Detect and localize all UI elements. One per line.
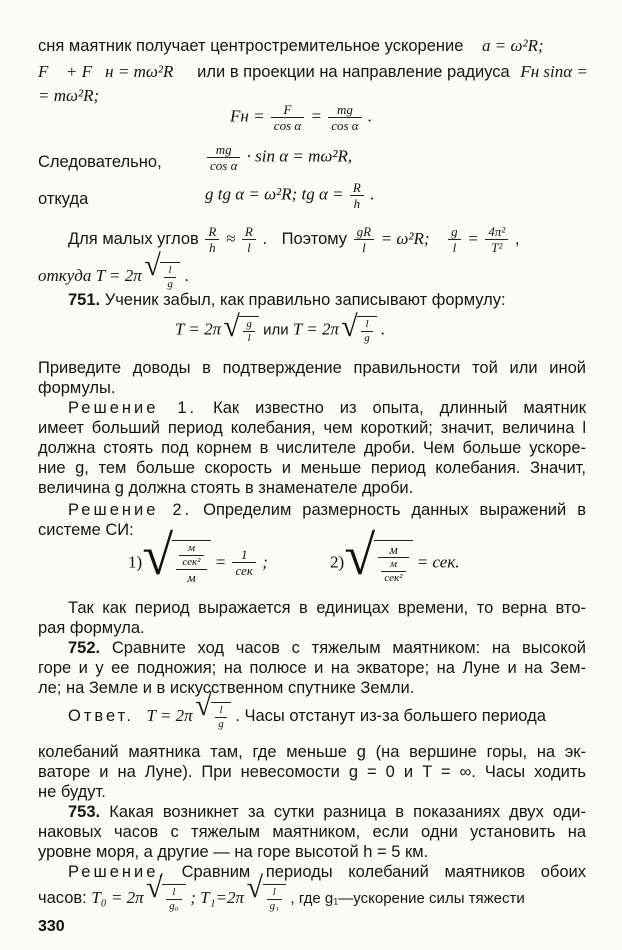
solution-1-line-5: величина g должна стоять в знаменателе дроби. bbox=[38, 479, 414, 497]
sqrt: √ $\frac{м}{\frac{м}{\text{сек²}}}$ bbox=[348, 540, 412, 585]
problem-753-line-3: уровне моря, а другие — на горе высотой h = 5 км. bbox=[38, 843, 429, 861]
conclusion-line-1: Так как период выражается в единицах времени, то верна вто- bbox=[68, 599, 586, 617]
line-sled: Следовательно, bbox=[38, 153, 162, 171]
problem-753-line-2: наковых часов с тяжелым маятником, если одни установить на bbox=[38, 823, 586, 841]
answer-line-4: не будут. bbox=[38, 783, 106, 801]
line-1: сня маятник получает центростремительное ускорение a = ω²R; bbox=[38, 36, 544, 55]
dimension-formula-2: 2) √ $\frac{м}{\frac{м}{\text{сек²}}}$ = сек. bbox=[330, 540, 460, 585]
answer-line-2: колебаний маятника там, где меньше g (на вершине горы, на эк- bbox=[38, 743, 586, 761]
fraction: $\frac{F}{\text{cos α}}$ bbox=[271, 102, 304, 133]
problem-752: 752. Сравните ход часов с тяжелым маятником: на высокой bbox=[68, 639, 586, 657]
solution-1-head: Решение 1. Как известно из опыта, длинный маятник bbox=[68, 399, 586, 417]
formula-2: $\frac{mg}{\text{cos α}}$ · sin α = mω²R, bbox=[205, 142, 352, 173]
sqrt: √ $\frac{l}{g}$ bbox=[197, 702, 231, 731]
question-line-1: Приведите доводы в подтверждение правильности той или иной bbox=[38, 359, 586, 377]
answer-line-1: Ответ. T = 2π √ $\frac{l}{g}$ . Часы отстанут из-за большего периода bbox=[68, 702, 546, 731]
solution-753-line-2: часов: T₀ = 2π √ $\frac{l}{\text{g₀}}$ ; T₁=2π √ $\frac{l}{\text{g₁}}$ , где g₁—ускорение силы тяжести bbox=[38, 872, 525, 901]
fraction: $\frac{\text{4π²}}{\text{T²}}$ bbox=[485, 224, 508, 255]
solution-1-line-4: ние g, тем больше скорость и меньше период колебания. Значит, bbox=[38, 459, 586, 477]
sqrt: √ $\frac{l}{g}$ bbox=[146, 262, 180, 291]
sqrt: √ $\frac{l}{g}$ bbox=[343, 316, 377, 345]
line-period: откуда T = 2π √ $\frac{l}{g}$ . bbox=[38, 262, 189, 291]
sqrt: √ $\frac{l}{\text{g₀}}$ bbox=[148, 884, 185, 913]
formula-tension: Fн = $\frac{F}{\text{cos α}}$ = $\frac{mg}{\text{cos α}}$ . bbox=[230, 102, 373, 133]
sqrt: √ $\frac{l}{\text{g₁}}$ bbox=[249, 884, 286, 913]
page-number: 330 bbox=[38, 918, 65, 935]
problem-751: 751. Ученик забыл, как правильно записывают формулу: bbox=[68, 291, 506, 309]
question-line-2: формулы. bbox=[38, 379, 116, 397]
formula-751: T = 2π √ $\frac{g}{l}$ или T = 2π √ $\frac{l}{g}$ . bbox=[175, 316, 385, 345]
line-2: F⃗ + F⃗н = mω²R⃗ или в проекции на направление радиуса Fн sinα = bbox=[38, 62, 588, 81]
problem-752-line-2: горе и у ее подножия; на полюсе и на экваторе; на Луне и на Зем- bbox=[38, 659, 586, 677]
problem-753: 753. Какая возникнет за сутки разница в показаниях двух оди- bbox=[68, 803, 586, 821]
line-small-angles: Для малых углов $\frac{R}{h}$ ≈ $\frac{R}{l}$ . Поэтому $\frac{gR}{l}$ = ω²R; $\frac{g}{l}$ = $\frac{\text{4π²}}{\text{T²}}$ , bbox=[68, 224, 520, 255]
fraction: $\frac{gR}{l}$ bbox=[354, 224, 374, 255]
line-3: = mω²R; bbox=[38, 86, 100, 105]
conclusion-line-2: рая формула. bbox=[38, 619, 145, 637]
answer-line-3: ваторе и на Луне). При невесомости g = 0 и T = ∞. Часы ходить bbox=[38, 763, 586, 781]
dimension-formula-1: 1) √ $\frac{\frac{м}{\text{сек²}}}{м}$ = $\frac{1}{\text{сек}}$ ; bbox=[128, 540, 268, 585]
fraction: $\frac{g}{l}$ bbox=[448, 224, 461, 255]
solution-1-line-2: имеет больший период колебания, чем короткий; значит, величина l bbox=[38, 419, 586, 437]
sqrt: √ $\frac{\frac{м}{\text{сек²}}}{м}$ bbox=[146, 540, 210, 585]
solution-2-line-2: системе СИ: bbox=[38, 521, 134, 539]
solution-1-line-3: должна стоять под корнем в числителе дроби. Чем больше ускоре- bbox=[38, 439, 586, 457]
fraction: $\frac{mg}{\text{cos α}}$ bbox=[207, 142, 240, 173]
fraction: $\frac{R}{h}$ bbox=[205, 224, 219, 255]
formula-3: g tg α = ω²R; tg α = $\frac{R}{h}$ . bbox=[205, 180, 375, 211]
sqrt: √ $\frac{g}{l}$ bbox=[225, 316, 259, 345]
solution-2-head: Решение 2. Определим размерность данных выражений в bbox=[68, 501, 586, 519]
fraction: $\frac{R}{h}$ bbox=[350, 180, 364, 211]
fraction: $\frac{mg}{\text{cos α}}$ bbox=[328, 102, 361, 133]
line-otkuda: откуда bbox=[38, 190, 89, 208]
problem-752-line-3: ле; на Земле и в искусственном спутнике Земли. bbox=[38, 679, 415, 697]
solution-753-head: Решение. Сравним периоды колебаний маятников обоих bbox=[68, 863, 586, 881]
fraction: $\frac{R}{l}$ bbox=[242, 224, 256, 255]
